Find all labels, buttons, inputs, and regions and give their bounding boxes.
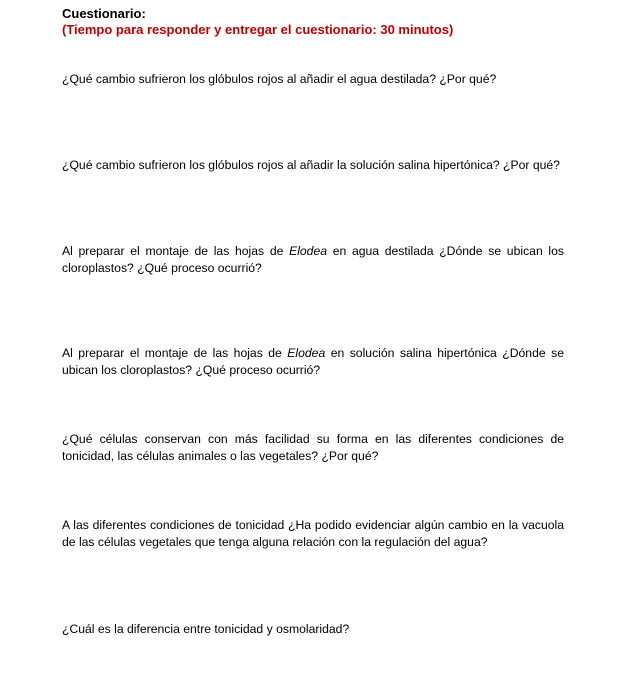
question-2: ¿Qué cambio sufrieron los glóbulos rojos al añadir la solución salina hipertónica? ¿Por qué? xyxy=(62,158,560,173)
question-3-part-2: en agua destilada ¿Dónde se ubican los cloroplastos? ¿Qué proceso ocurrió? xyxy=(62,244,564,276)
question-1: ¿Qué cambio sufrieron los glóbulos rojos al añadir el agua destilada? ¿Por qué? xyxy=(62,72,497,87)
question-3-part-1: Al preparar el montaje de las hojas de xyxy=(62,244,290,259)
question-6: A las diferentes condiciones de tonicidad ¿Ha podido evidenciar algún cambio en la vacuola de las células vegetales que tenga alguna relación con la regulación del agua? xyxy=(62,518,564,550)
question-3 xyxy=(62,243,564,277)
page-title: Cuestionario: xyxy=(62,6,146,21)
time-note: (Tiempo para responder y entregar el cuestionario: 30 minutos) xyxy=(62,22,454,37)
question-7: ¿Cuál es la diferencia entre tonicidad y osmolaridad? xyxy=(62,622,350,637)
question-5: ¿Qué células conservan con más facilidad su forma en las diferentes condiciones de tonicidad, las células animales o las vegetales? ¿Por qué? xyxy=(62,432,564,464)
question-4-part-2: en solución salina hipertónica ¿Dónde se ubican los cloroplastos? ¿Qué proceso ocurrió? xyxy=(62,346,564,378)
question-4-part-1: Al preparar el montaje de las hojas de xyxy=(62,346,288,361)
questionnaire-page xyxy=(62,0,564,676)
question-3-species: Elodea xyxy=(289,244,328,259)
question-4 xyxy=(62,345,564,379)
question-4-species: Elodea xyxy=(287,346,326,361)
